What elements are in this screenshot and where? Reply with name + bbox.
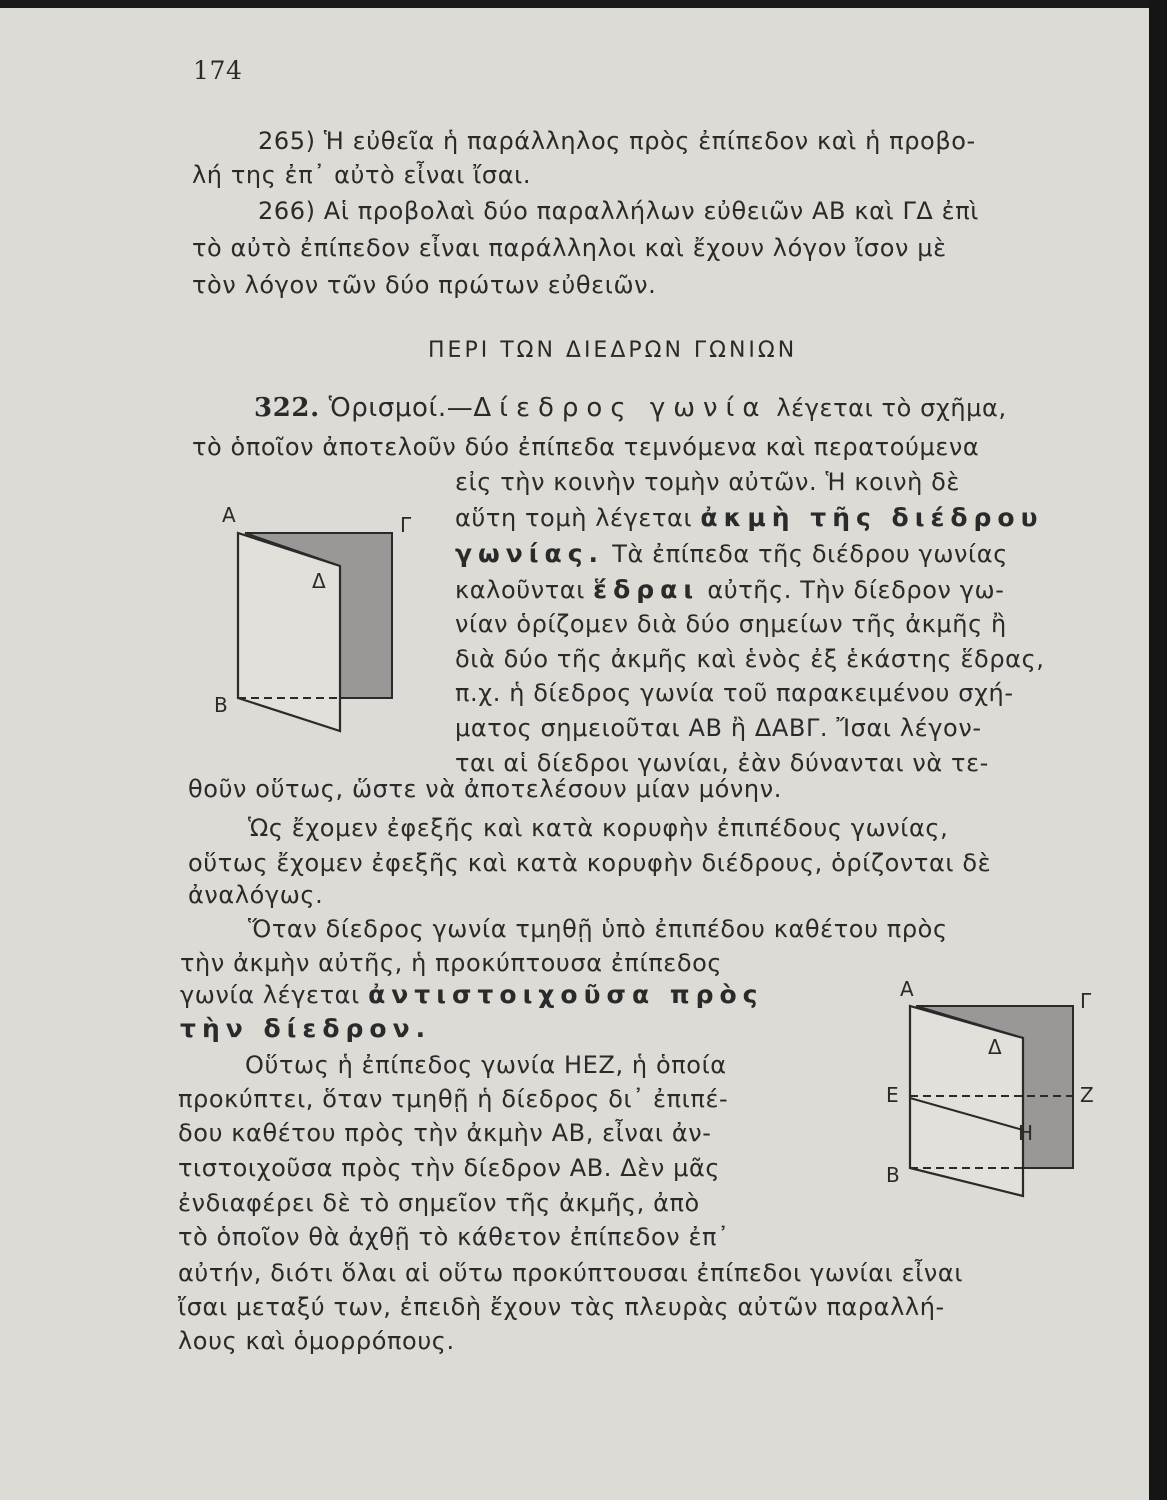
definitions-line-7: νίαν ὁρίζομεν διὰ δύο σημείων τῆς ἀκμῆς ἢ xyxy=(455,610,1007,638)
definitions-line-4 xyxy=(455,503,1044,533)
definitions-line-5-text: Τὰ ἐπίπεδα τῆς διέδρου γωνίας xyxy=(612,540,1008,568)
label-H: Η xyxy=(1018,1121,1034,1145)
book-binding xyxy=(1149,0,1167,1500)
definitions-line-6 xyxy=(455,575,1005,605)
definitions-line-8: διὰ δύο τῆς ἀκμῆς καὶ ἑνὸς ἐξ ἑκάστης ἕδρας, xyxy=(455,645,1045,673)
para3-line-4 xyxy=(180,1014,431,1044)
definitions-line-10: ματος σημειοῦται ΑΒ ἢ ΔΑΒΓ. Ἴσαι λέγον- xyxy=(455,714,982,742)
label-G: Γ xyxy=(1080,989,1092,1013)
definitions-title: Ὁρισμοί.— xyxy=(328,393,474,423)
term-corresponding-cont: τὴν δίεδρον. xyxy=(180,1014,432,1043)
term-dihedral-angle: Δίεδρος γωνία xyxy=(473,393,768,423)
para4-line-3: δου καθέτου πρὸς τὴν ἀκμὴν ΑΒ, εἶναι ἀν- xyxy=(178,1119,712,1147)
definitions-line-1 xyxy=(254,393,1007,423)
exercise-265-line-2: λή της ἐπ᾿ αὐτὸ εἶναι ἴσαι. xyxy=(192,161,532,189)
para4-line-1: Οὕτως ἡ ἐπίπεδος γωνία ΗΕΖ, ἡ ὁποία xyxy=(245,1051,727,1079)
label-G: Γ xyxy=(400,513,412,537)
definitions-line-5 xyxy=(455,539,1008,569)
para4-line-6: τὸ ὁποῖον θὰ ἀχθῇ τὸ κάθετον ἐπίπεδον ἐπ᾿ xyxy=(178,1223,730,1251)
term-edge: ἀκμὴ τῆς διέδρου xyxy=(700,503,1044,532)
para3-line-2: τὴν ἀκμὴν αὐτῆς, ἡ προκύπτουσα ἐπίπεδος xyxy=(180,949,723,977)
definitions-line-4-text: αὕτη τομὴ λέγεται xyxy=(455,504,693,532)
exercise-265-line-1: 265) Ἡ εὐθεῖα ἡ παράλληλος πρὸς ἐπίπεδον καὶ ἡ προβο- xyxy=(258,127,976,155)
figure-dihedral-angle xyxy=(200,498,420,748)
page-number: 174 xyxy=(193,56,243,85)
exercise-266-line-3: τὸν λόγον τῶν δύο πρώτων εὐθειῶν. xyxy=(192,271,657,299)
definitions-line-2: τὸ ὁποῖον ἀποτελοῦν δύο ἐπίπεδα τεμνόμενα καὶ περατούμενα xyxy=(192,433,980,461)
para2-line-1: Ὡς ἔχομεν ἐφεξῆς καὶ κατὰ κορυφὴν ἐπιπέδους γωνίας, xyxy=(248,814,949,842)
para4-line-9: λους καὶ ὁμορρόπους. xyxy=(178,1327,455,1355)
exercise-266-line-2: τὸ αὐτὸ ἐπίπεδον εἶναι παράλληλοι καὶ ἔχουν λόγον ἴσον μὲ xyxy=(192,234,947,262)
para4-line-2: προκύπτει, ὅταν τμηθῇ ἡ δίεδρος δι᾿ ἐπιπέ- xyxy=(178,1085,729,1113)
para3-line-3-text: γωνία λέγεται xyxy=(180,981,360,1009)
para2-line-3: ἀναλόγως. xyxy=(188,881,324,909)
section-heading: ΠΕΡΙ ΤΩΝ ΔΙΕΔΡΩΝ ΓΩΝΙΩΝ xyxy=(428,338,798,363)
definitions-line-1-rest: λέγεται τὸ σχῆμα, xyxy=(776,394,1007,422)
para4-line-5: ἐνδιαφέρει δὲ τὸ σημεῖον τῆς ἀκμῆς, ἀπὸ xyxy=(178,1189,700,1217)
definitions-line-3: εἰς τὴν κοινὴν τομὴν αὐτῶν. Ἡ κοινὴ δὲ xyxy=(455,468,961,496)
definitions-line-11: ται αἱ δίεδροι γωνίαι, ἐὰν δύνανται νὰ τε- xyxy=(455,749,989,777)
label-D: Δ xyxy=(988,1035,1002,1059)
para4-line-8: ἴσαι μεταξύ των, ἐπειδὴ ἔχουν τὰς πλευρὰς αὐτῶν παραλλή- xyxy=(178,1293,945,1321)
definitions-line-6-rest: αὐτῆς. Τὴν δίεδρον γω- xyxy=(707,576,1005,604)
label-B: Β xyxy=(886,1163,900,1187)
term-faces: ἕδραι xyxy=(593,575,700,604)
section-number: 322. xyxy=(254,393,320,423)
para2-line-2: οὕτως ἔχομεν ἐφεξῆς καὶ κατὰ κορυφὴν διέδρους, ὁρίζονται δὲ xyxy=(188,849,992,877)
para4-line-4: τιστοιχοῦσα πρὸς τὴν δίεδρον ΑΒ. Δὲν μᾶς xyxy=(178,1154,721,1182)
label-Z: Ζ xyxy=(1080,1083,1094,1107)
para3-line-3 xyxy=(180,980,764,1010)
para3-line-1: Ὅταν δίεδρος γωνία τμηθῇ ὑπὸ ἐπιπέδου καθέτου πρὸς xyxy=(248,915,948,943)
face-front xyxy=(238,533,340,731)
definitions-line-6-text: καλοῦνται xyxy=(455,576,585,604)
label-A: Α xyxy=(900,977,914,1001)
definitions-line-12: θοῦν οὕτως, ὥστε νὰ ἀποτελέσουν μίαν μόνην. xyxy=(188,775,782,803)
label-E: Ε xyxy=(886,1083,899,1107)
label-B: Β xyxy=(214,693,228,717)
term-corresponding: ἀντιστοιχοῦσα πρὸς xyxy=(368,980,764,1009)
book-page xyxy=(0,8,1150,1500)
term-edge-cont: γωνίας. xyxy=(455,539,605,568)
definitions-line-9: π.χ. ἡ δίεδρος γωνία τοῦ παρακειμένου σχή- xyxy=(455,679,1014,707)
label-A: Α xyxy=(222,503,236,527)
exercise-266-line-1: 266) Αἱ προβολαὶ δύο παραλλήλων εὐθειῶν ΑΒ καὶ ΓΔ ἐπὶ xyxy=(258,197,980,225)
figure-corresponding-angle xyxy=(880,968,1105,1203)
para4-line-7: αὐτήν, διότι ὅλαι αἱ οὕτω προκύπτουσαι ἐπίπεδοι γωνίαι εἶναι xyxy=(178,1259,964,1287)
label-D: Δ xyxy=(312,569,326,593)
